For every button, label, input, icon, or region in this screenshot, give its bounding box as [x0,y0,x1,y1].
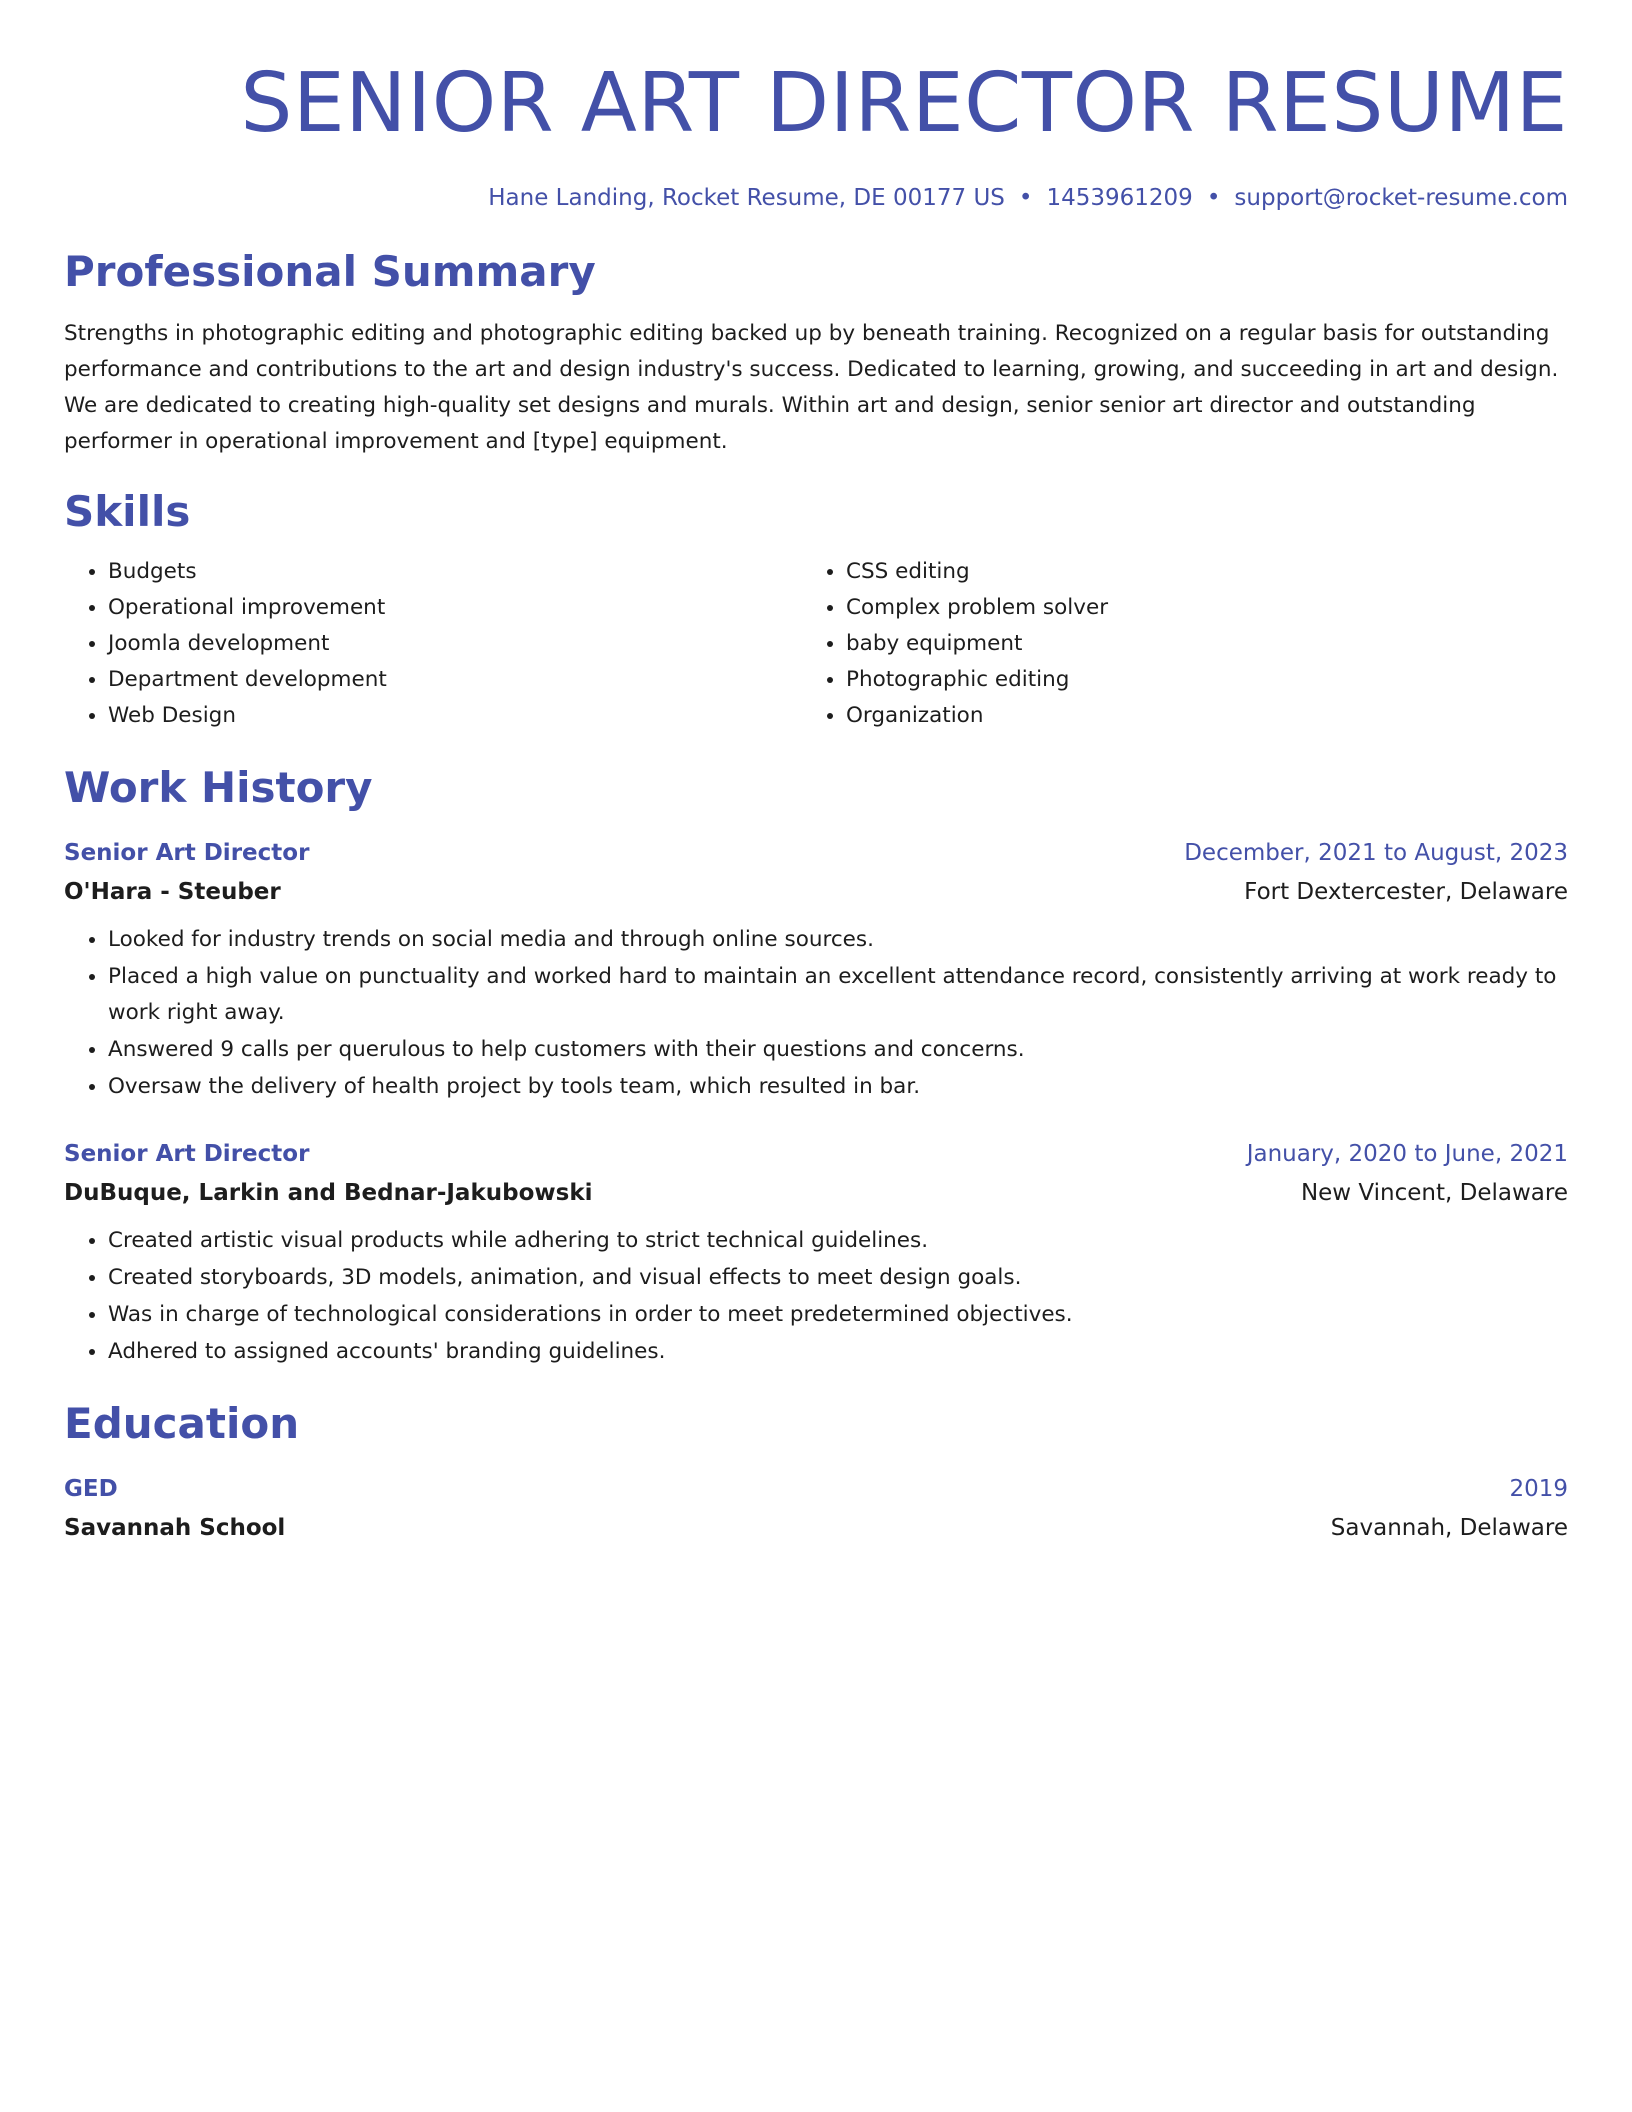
email-link[interactable]: support@rocket-resume.com [1234,185,1568,211]
education-entry [64,1470,1568,1548]
contact-separator: • [1206,185,1221,211]
employer-name: DuBuque, Larkin and Bednar-Jakubowski [64,1180,593,1206]
job-location: New Vincent, Delaware [1300,1180,1568,1206]
skill-item: • CSS editing [846,554,1540,590]
skills-list [64,554,1568,734]
skills-column-left [64,554,802,734]
school-name: Savannah School [64,1515,286,1541]
job-employer-row [64,872,1568,912]
degree-name: GED [64,1476,118,1502]
skill-item: • Web Design [108,698,802,734]
contact-line [64,182,1568,214]
duty-item: • Was in charge of technological considerations in order to meet predetermined objectives. [108,1297,1568,1333]
skill-item: • Department development [108,662,802,698]
job-header-row [64,1135,1568,1173]
duty-item: • Created artistic visual products while adhering to strict technical guidelines. [108,1223,1568,1259]
job-title: Senior Art Director [64,1141,310,1167]
skill-item: • Complex problem solver [846,590,1540,626]
job-header-row [64,834,1568,872]
duty-item: • Oversaw the delivery of health project by tools team, which resulted in bar. [108,1069,1568,1105]
work-history-heading: Work History [64,763,373,812]
skills-column-right [802,554,1540,734]
duty-item: • Created storyboards, 3D models, animation, and visual effects to meet design goals. [108,1260,1568,1296]
job-entry [64,834,1568,1105]
duty-item: • Placed a high value on punctuality and worked hard to maintain an excellent attendance record, consistently arriving at work ready to work right away. [108,959,1568,1031]
skill-item: • baby equipment [846,626,1540,662]
education-school-row [64,1508,1568,1548]
job-duties [64,922,1568,1105]
skill-item: • Operational improvement [108,590,802,626]
resume-title: SENIOR ART DIRECTOR RESUME [240,56,1568,151]
skill-item: • Budgets [108,554,802,590]
job-title: Senior Art Director [64,840,310,866]
job-duties [64,1223,1568,1370]
skills-heading: Skills [64,487,191,536]
job-dates: December, 2021 to August, 2023 [1184,840,1568,866]
skill-item: • Photographic editing [846,662,1540,698]
employer-name: O'Hara - Steuber [64,879,281,905]
education-header-row [64,1470,1568,1508]
job-entry [64,1135,1568,1370]
summary-heading: Professional Summary [64,247,596,296]
duty-item: • Answered 9 calls per querulous to help customers with their questions and concerns. [108,1032,1568,1068]
contact-separator: • [1018,185,1033,211]
skill-item: • Joomla development [108,626,802,662]
address-text: Hane Landing, Rocket Resume, DE 00177 US [488,185,1005,211]
job-location: Fort Dextercester, Delaware [1244,879,1568,905]
education-heading: Education [64,1399,300,1448]
graduation-year: 2019 [1509,1476,1568,1502]
duty-item: • Adhered to assigned accounts' branding guidelines. [108,1334,1568,1370]
summary-text: Strengths in photographic editing and photographic editing backed up by beneath training. Recognized on a regular basis for outstanding performance and contributions to the art and design industry's success. Dedicated to learning, growing, and succeeding in art and design. We are dedicated to creating high-quality set designs and murals. Within art and design, senior senior art director and outstanding performer in operational improvement and [type] equipment. [64,321,1559,454]
duty-item: • Looked for industry trends on social media and through online sources. [108,922,1568,958]
school-location: Savannah, Delaware [1330,1515,1568,1541]
skill-item: • Organization [846,698,1540,734]
job-dates: January, 2020 to June, 2021 [1246,1141,1568,1167]
phone-text: 1453961209 [1046,185,1193,211]
job-employer-row [64,1173,1568,1213]
